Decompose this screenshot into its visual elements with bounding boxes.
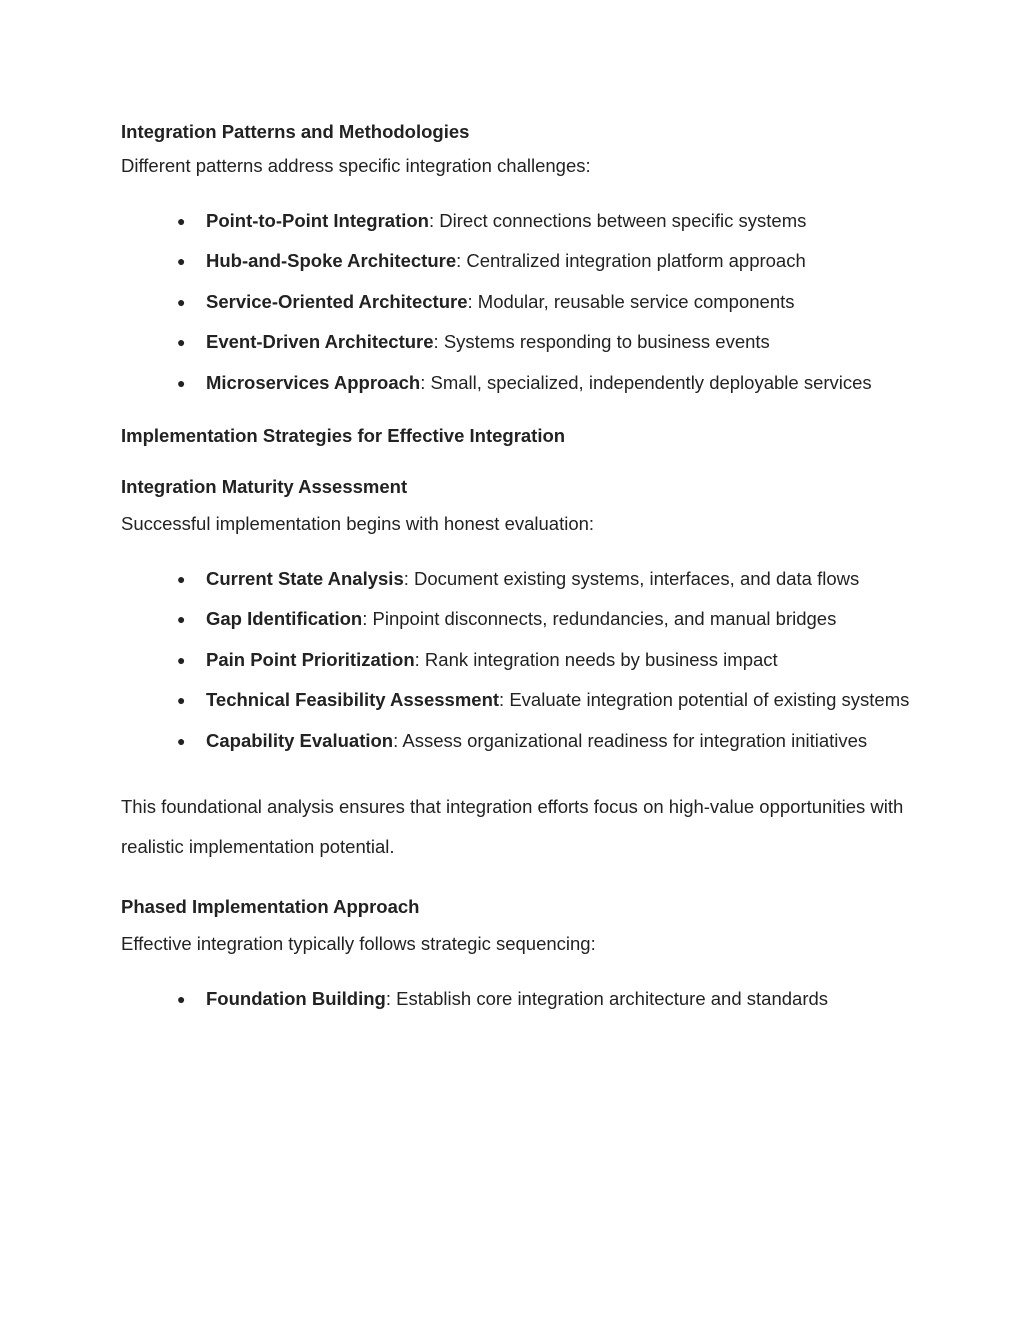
list-item <box>121 241 911 281</box>
maturity-list <box>121 559 911 761</box>
bullet-icon: ● <box>177 991 186 1008</box>
list-item <box>121 282 911 322</box>
bullet-icon: ● <box>177 253 186 270</box>
bullet-icon: ● <box>177 571 186 588</box>
list-item <box>121 363 911 403</box>
list-item-term: Gap Identification <box>206 608 363 630</box>
bullet-icon: ● <box>177 213 186 229</box>
list-item-term: Foundation Building <box>206 988 386 1010</box>
list-item <box>121 599 911 639</box>
bullet-icon: ● <box>177 334 186 351</box>
phased-heading: Phased Implementation Approach <box>121 896 420 918</box>
list-item-description: : Modular, reusable service components <box>467 290 795 312</box>
patterns-intro: Different patterns address specific integration challenges: <box>121 155 591 176</box>
bullet-icon: ● <box>177 732 186 749</box>
maturity-intro: Successful implementation begins with honest evaluation: <box>121 513 595 535</box>
list-item-term: Capability Evaluation <box>206 729 394 751</box>
maturity-conclusion: This foundational analysis ensures that integration efforts focus on high-value opportunities with realistic implementation potential. <box>121 796 904 858</box>
list-item-description: : Assess organizational readiness for integration initiatives <box>393 729 868 751</box>
list-item-description: : Centralized integration platform approach <box>456 250 806 272</box>
bullet-icon: ● <box>177 692 186 709</box>
list-item-description: : Evaluate integration potential of existing systems <box>499 689 910 711</box>
list-item-term: Technical Feasibility Assessment <box>206 689 500 711</box>
list-item-description: : Direct connections between specific systems <box>429 210 807 231</box>
maturity-heading: Integration Maturity Assessment <box>121 476 408 498</box>
list-item-term: Hub-and-Spoke Architecture <box>206 250 457 272</box>
list-item-term: Microservices Approach <box>206 371 421 393</box>
list-item <box>121 979 911 1019</box>
list-item-description: : Rank integration needs by business impact <box>414 648 778 670</box>
list-item-term: Point-to-Point Integration <box>206 210 429 231</box>
list-item <box>121 640 911 680</box>
list-item-term: Current State Analysis <box>206 568 404 590</box>
bullet-icon: ● <box>177 374 186 391</box>
list-item <box>121 680 911 720</box>
list-item <box>121 322 911 362</box>
list-item <box>121 721 911 761</box>
phased-list <box>121 979 911 1019</box>
list-item-description: : Establish core integration architecture and standards <box>385 988 829 1010</box>
phased-intro: Effective integration typically follows strategic sequencing: <box>121 933 596 955</box>
bullet-icon: ● <box>177 293 186 310</box>
patterns-list <box>121 201 911 403</box>
bullet-icon: ● <box>177 611 186 628</box>
list-item-description: : Small, specialized, independently deployable services <box>420 371 872 393</box>
list-item-term: Pain Point Prioritization <box>206 648 415 670</box>
list-item <box>121 201 911 241</box>
list-item-description: : Pinpoint disconnects, redundancies, and manual bridges <box>362 608 837 630</box>
list-item-description: : Systems responding to business events <box>433 331 770 353</box>
list-item-term: Service-Oriented Architecture <box>206 290 468 312</box>
list-item-term: Event-Driven Architecture <box>206 331 434 353</box>
strategies-heading: Implementation Strategies for Effective Integration <box>121 425 566 447</box>
document-page <box>121 118 911 1019</box>
bullet-icon: ● <box>177 651 186 668</box>
patterns-heading: Integration Patterns and Methodologies <box>121 121 470 142</box>
list-item-description: : Document existing systems, interfaces, and data flows <box>403 568 860 590</box>
list-item <box>121 559 911 599</box>
